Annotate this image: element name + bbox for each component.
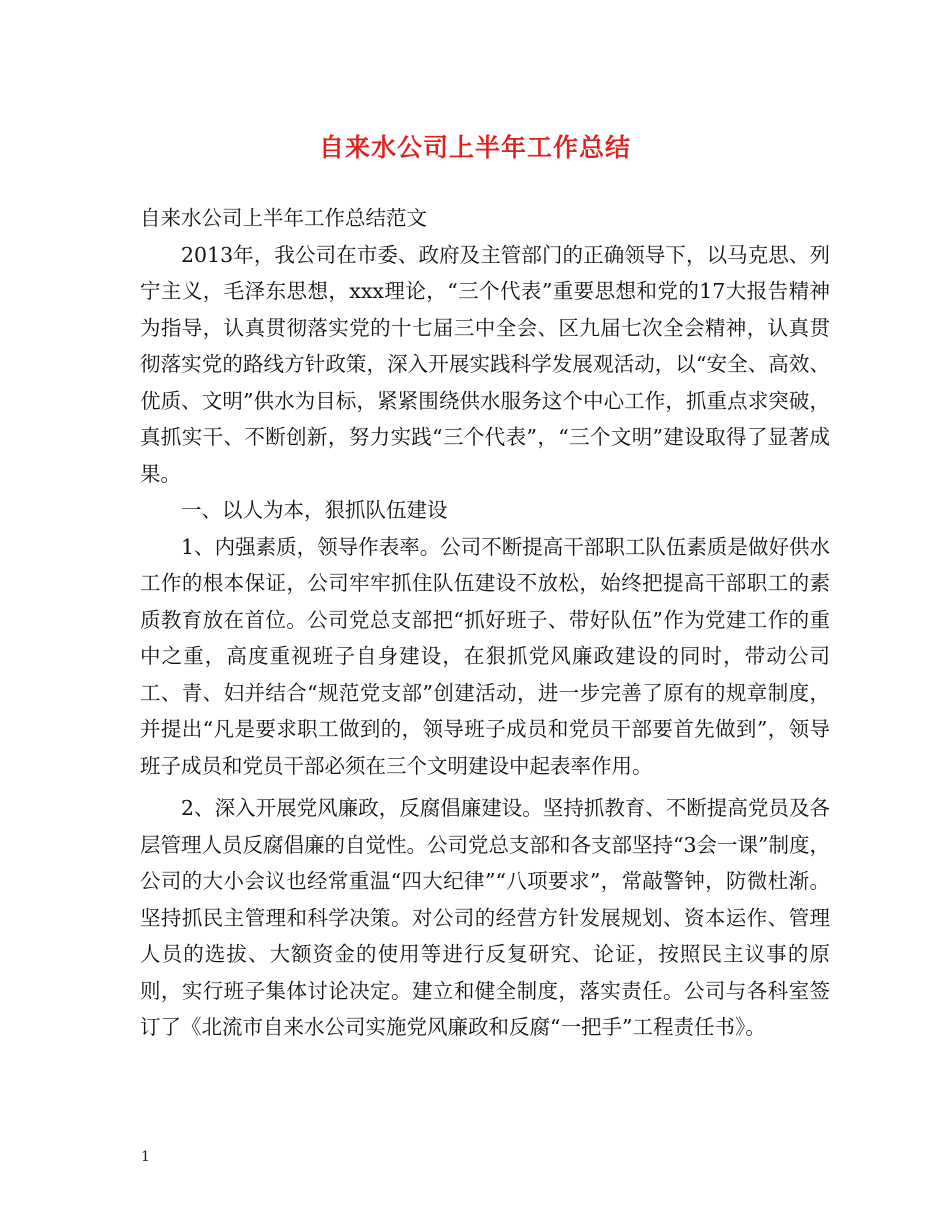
page-number: 1: [141, 1149, 150, 1165]
document-subtitle: 自来水公司上半年工作总结范文: [140, 206, 427, 230]
paragraph-item-2: 2、深入开展党风廉政，反腐倡廉建设。坚持抓教育、不断提高党员及各层管理人员反腐倡廉的自觉性。公司党总支部和各支部坚持“3会一课”制度，公司的大小会议也经常重温“四大纪律”“八项要求”，常敲警钟，防微杜渐。坚持抓民主管理和科学决策。对公司的经营方针发展规划、资本运作、管理人员的选拔、大额资金的使用等进行反复研究、论证，按照民主议事的原则，实行班子集体讨论决定。建立和健全制度，落实责任。公司与各科室签订了《北流市自来水公司实施党风廉政和反腐“一把手”工程责任书》。: [140, 796, 831, 1039]
document-title: 自来水公司上半年工作总结: [318, 133, 631, 162]
document-body: [140, 200, 830, 1046]
section-heading-1: 一、以人为本，狠抓队伍建设: [181, 498, 448, 522]
paragraph-intro: 2013年，我公司在市委、政府及主管部门的正确领导下，以马克思、列宁主义，毛泽东思想，xxx理论，“三个代表”重要思想和党的17大报告精神为指导，认真贯彻落实党的十七届三中全会、区九届七次全会精神，认真贯彻落实党的路线方针政策，深入开展实践科学发展观活动，以“安全、高效、优质、文明”供水为目标，紧紧围绕供水服务这个中心工作，抓重点求突破，真抓实干、不断创新，努力实践“三个代表”，“三个文明”建设取得了显著成果。: [140, 242, 830, 486]
paragraph-item-1: 1、内强素质，领导作表率。公司不断提高干部职工队伍素质是做好供水工作的根本保证，公司牢牢抓住队伍建设不放松，始终把提高干部职工的素质教育放在首位。公司党总支部把“抓好班子、带好队伍”作为党建工作的重中之重，高度重视班子自身建设，在狠抓党风廉政建设的同时，带动公司工、青、妇并结合“规范党支部”创建活动，进一步完善了原有的规章制度，并提出“凡是要求职工做到的，领导班子成员和党员干部要首先做到”，领导班子成员和党员干部必须在三个文明建设中起表率作用。: [140, 534, 830, 778]
